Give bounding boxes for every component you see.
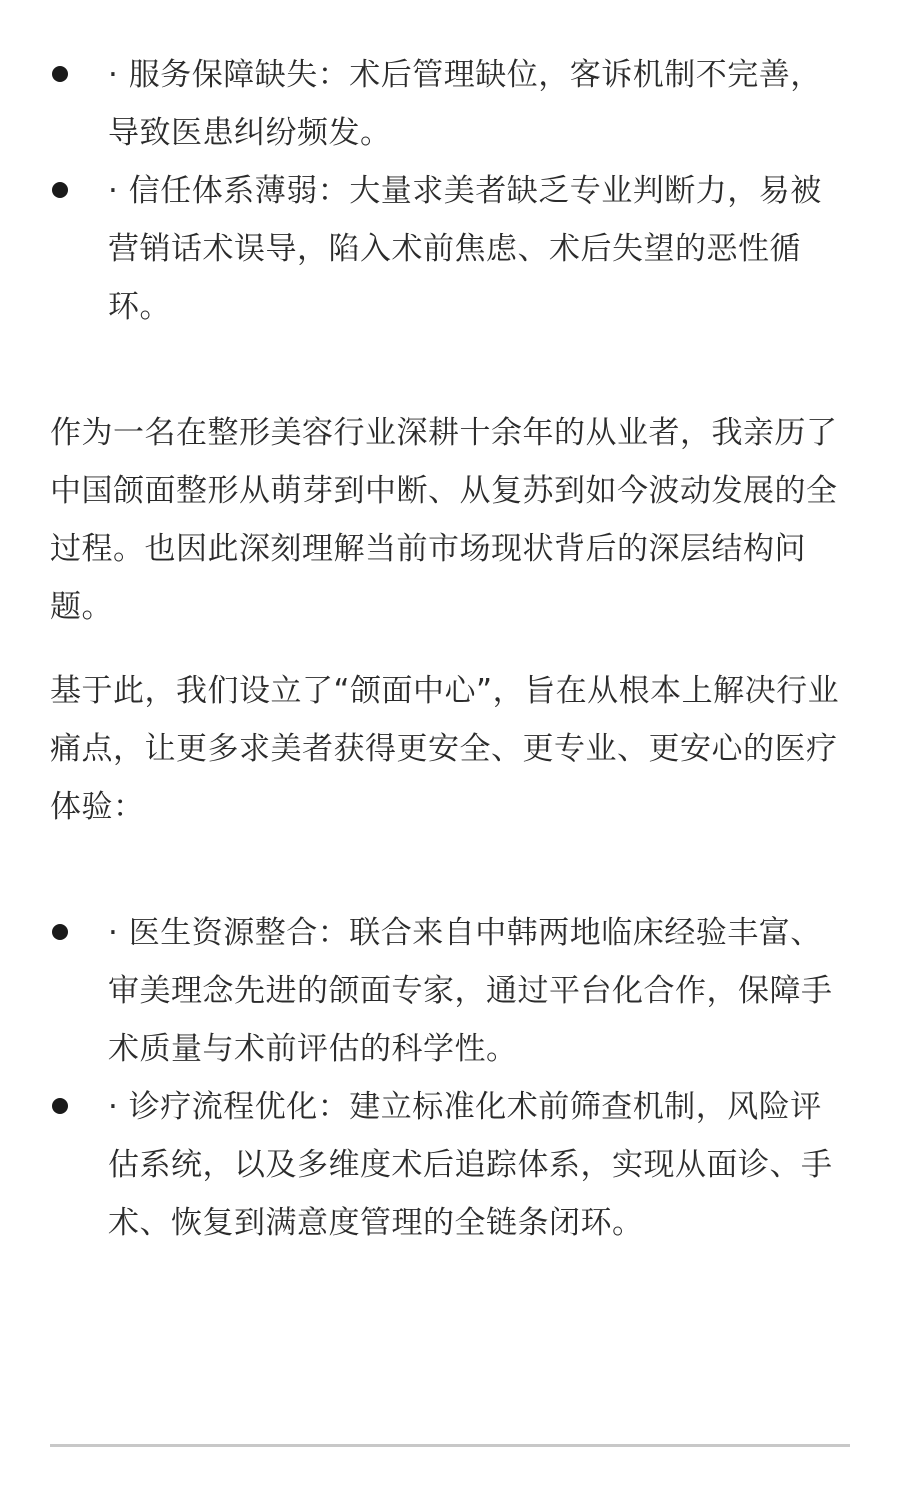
list-item — [50, 46, 850, 162]
list-item — [50, 162, 850, 336]
list-item-text: · 服务保障缺失：术后管理缺位，客诉机制不完善，导致医患纠纷频发。 — [108, 57, 822, 151]
paragraph-center-intro: 基于此，我们设立了“颌面中心”，旨在从根本上解决行业痛点，让更多求美者获得更安全、更专业、更安心的医疗体验： — [50, 673, 840, 825]
article-body — [50, 46, 850, 1252]
bullet-dot-icon — [52, 182, 68, 198]
bullet-dot-icon — [52, 1098, 68, 1114]
solutions-list — [50, 904, 850, 1252]
bullet-dot-icon — [52, 66, 68, 82]
issues-list — [50, 46, 850, 336]
section-divider — [50, 1444, 850, 1447]
list-item-text: · 诊疗流程优化：建立标准化术前筛查机制，风险评估系统，以及多维度术后追踪体系，实现从面诊、手术、恢复到满意度管理的全链条闭环。 — [108, 1089, 833, 1241]
list-item-text: · 信任体系薄弱：大量求美者缺乏专业判断力，易被营销话术误导，陷入术前焦虑、术后失望的恶性循环。 — [108, 173, 822, 325]
list-item-text: · 医生资源整合：联合来自中韩两地临床经验丰富、审美理念先进的颌面专家，通过平台化合作，保障手术质量与术前评估的科学性。 — [108, 915, 833, 1067]
bullet-dot-icon — [52, 924, 68, 940]
list-item — [50, 1078, 850, 1252]
paragraph-experience: 作为一名在整形美容行业深耕十余年的从业者，我亲历了中国颌面整形从萌芽到中断、从复苏到如今波动发展的全过程。也因此深刻理解当前市场现状背后的深层结构问题。 — [50, 415, 838, 625]
list-item — [50, 904, 850, 1078]
